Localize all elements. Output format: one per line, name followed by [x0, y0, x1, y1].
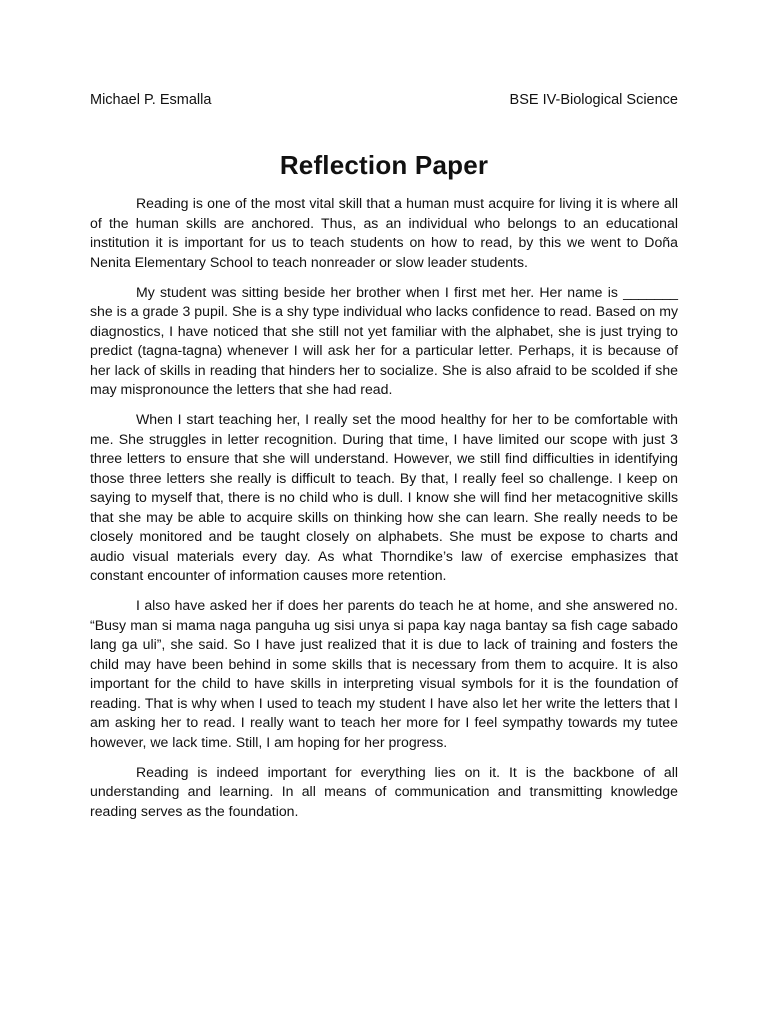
paragraph-5: Reading is indeed important for everything lies on it. It is the backbone of all understanding and learning. In all means of communication and transmitting knowledge reading serves as the foundation.	[90, 763, 678, 819]
author-name: Michael P. Esmalla	[90, 92, 212, 108]
paragraph-4: I also have asked her if does her parents do teach he at home, and she answered no. “Busy man si mama naga panguha ug sisi unya si papa kay naga bantay sa fish cage sabado lang ga uli”, she said. So I have just realized that it is due to lack of training and fosters the child may have been behind in some skills that is necessary from them to acquire. It is also important for the child to have skills in interpreting visual symbols for it is the foundation of reading. That is why when I used to teach my student I have also let her write the letters that I am asking her to read. I really want to teach her more for I feel sympathy towards my tutee however, we lack time. Still, I am hoping for her progress.	[90, 597, 678, 750]
paragraph-3: When I start teaching her, I really set the mood healthy for her to be comfortable with me. She struggles in letter recognition. During that time, I have limited our scope with just 3 three letters to ensure that she will understand. However, we still find difficulties in identifying those three letters she really is difficult to teach. By that, I really feel so challenge. I keep on saying to myself that, there is no child who is dull. I know she will find her metacognitive skills that she may be able to acquire skills on thinking how she can learn. She really needs to be closely monitored and be taught closely on alphabets. She must be expose to charts and audio visual materials every day. As what Thorndike’s law of exercise emphasizes that constant encounter of information causes more retention.	[90, 411, 678, 583]
course-name: BSE IV-Biological Science	[509, 92, 678, 108]
document-body	[90, 194, 678, 832]
document-title: Reflection Paper	[279, 150, 489, 180]
paragraph-2: My student was sitting beside her brother when I first met her. Her name is _______ she is a grade 3 pupil. She is a shy type individual who lacks confidence to read. Based on my diagnostics, I have noticed that she still not yet familiar with the alphabet, she is just trying to predict (tagna-tagna) whenever I will ask her for a particular letter. Perhaps, it is because of her lack of skills in reading that hinders her to socialize. She is also afraid to be scolded if she may mispronounce the letters that she had read.	[90, 283, 678, 397]
document-page	[90, 0, 678, 1024]
paragraph-1: Reading is one of the most vital skill that a human must acquire for living it is where all of the human skills are anchored. Thus, as an individual who belongs to an educational institution it is important for us to teach students on how to read, by this we went to Doña Nenita Elementary School to teach nonreader or slow leader students.	[90, 195, 678, 270]
document-header	[90, 92, 678, 112]
